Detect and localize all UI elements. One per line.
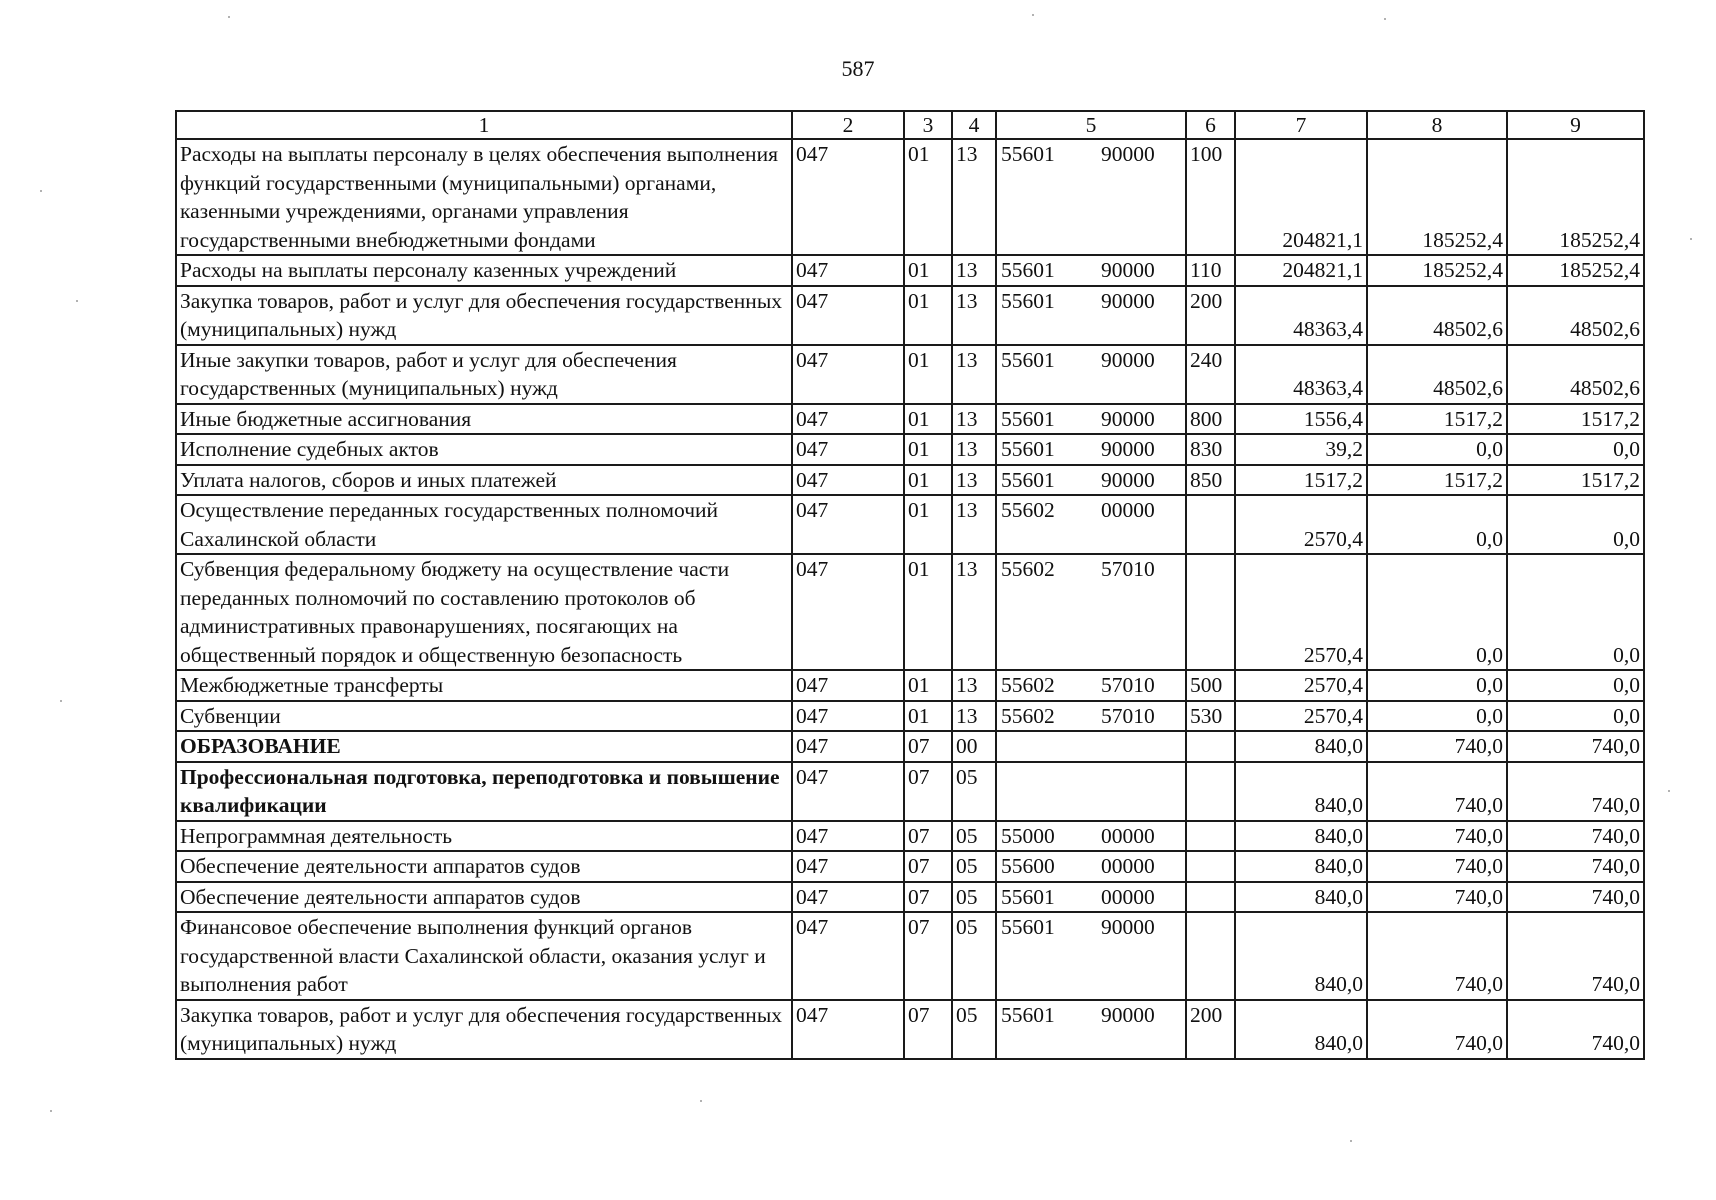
target-article-direction: 57010 (1101, 557, 1155, 581)
col-amount-8: 0,0 (1367, 495, 1507, 554)
col-amount-8: 185252,4 (1367, 139, 1507, 255)
col-amount-8: 0,0 (1367, 554, 1507, 670)
col-admin-code: 047 (792, 1000, 904, 1059)
col-section-code: 01 (904, 139, 952, 255)
col-amount-7: 204821,1 (1235, 255, 1367, 286)
col-target-article (996, 851, 1186, 882)
budget-table (175, 110, 1645, 1060)
col-amount-9: 0,0 (1507, 434, 1644, 465)
target-article-program: 55601 (1001, 406, 1055, 431)
col-target-article (996, 762, 1186, 821)
target-article-program: 55602 (1001, 673, 1055, 697)
header-cell: 6 (1186, 111, 1235, 139)
col-section-code: 07 (904, 851, 952, 882)
col-amount-8: 0,0 (1367, 701, 1507, 732)
col-subsection-code: 13 (952, 255, 996, 286)
target-article-direction: 90000 (1101, 258, 1155, 282)
row-name: ОБРАЗОВАНИЕ (176, 731, 792, 762)
target-article-direction: 90000 (1101, 1002, 1155, 1027)
row-name: Профессиональная подготовка, переподготовка и повышение квалификации (176, 762, 792, 821)
col-admin-code: 047 (792, 701, 904, 732)
col-amount-7: 1517,2 (1235, 465, 1367, 496)
col-amount-7: 39,2 (1235, 434, 1367, 465)
target-article-direction: 00000 (1101, 884, 1155, 909)
target-article-direction: 90000 (1101, 437, 1155, 461)
col-expense-type (1186, 554, 1235, 670)
col-amount-7: 2570,4 (1235, 495, 1367, 554)
col-target-article (996, 434, 1186, 465)
col-subsection-code: 13 (952, 434, 996, 465)
row-name: Финансовое обеспечение выполнения функций органов государственной власти Сахалинской области, оказания услуг и выполнения работ (176, 912, 792, 1000)
target-article-direction: 90000 (1101, 467, 1155, 492)
col-admin-code: 047 (792, 495, 904, 554)
col-target-article (996, 345, 1186, 404)
row-name: Субвенции (176, 701, 792, 732)
col-section-code: 01 (904, 554, 952, 670)
col-target-article (996, 1000, 1186, 1059)
header-cell: 7 (1235, 111, 1367, 139)
col-target-article (996, 731, 1186, 762)
col-section-code: 01 (904, 255, 952, 286)
table-row (176, 286, 1644, 345)
header-cell: 2 (792, 111, 904, 139)
col-section-code: 07 (904, 1000, 952, 1059)
target-article-program: 55601 (1001, 1002, 1055, 1027)
target-article-program: 55602 (1001, 498, 1055, 522)
col-subsection-code: 13 (952, 701, 996, 732)
header-cell: 4 (952, 111, 996, 139)
col-amount-7: 840,0 (1235, 912, 1367, 1000)
target-article-direction: 57010 (1101, 703, 1155, 728)
row-name: Расходы на выплаты персоналу казенных учреждений (176, 255, 792, 286)
target-article-program: 55601 (1001, 347, 1055, 372)
col-amount-7: 840,0 (1235, 851, 1367, 882)
col-expense-type: 850 (1186, 465, 1235, 496)
col-amount-7: 2570,4 (1235, 701, 1367, 732)
col-amount-8: 740,0 (1367, 912, 1507, 1000)
col-admin-code: 047 (792, 345, 904, 404)
col-section-code: 01 (904, 404, 952, 435)
col-expense-type (1186, 821, 1235, 852)
page-number: 587 (841, 56, 875, 81)
col-expense-type (1186, 762, 1235, 821)
col-subsection-code: 00 (952, 731, 996, 762)
col-expense-type: 800 (1186, 404, 1235, 435)
col-target-article (996, 404, 1186, 435)
col-amount-9: 1517,2 (1507, 465, 1644, 496)
col-section-code: 01 (904, 434, 952, 465)
row-name: Уплата налогов, сборов и иных платежей (176, 465, 792, 496)
col-expense-type: 100 (1186, 139, 1235, 255)
table-row (176, 554, 1644, 670)
table-row (176, 821, 1644, 852)
col-subsection-code: 05 (952, 762, 996, 821)
target-article-direction: 90000 (1101, 142, 1155, 166)
target-article-direction: 90000 (1101, 288, 1155, 313)
col-section-code: 07 (904, 762, 952, 821)
col-admin-code: 047 (792, 286, 904, 345)
target-article-direction: 90000 (1101, 347, 1155, 372)
table-row (176, 762, 1644, 821)
col-subsection-code: 05 (952, 1000, 996, 1059)
col-amount-9: 185252,4 (1507, 255, 1644, 286)
col-amount-7: 2570,4 (1235, 554, 1367, 670)
col-admin-code: 047 (792, 762, 904, 821)
col-expense-type: 110 (1186, 255, 1235, 286)
col-amount-9: 740,0 (1507, 882, 1644, 913)
col-amount-7: 840,0 (1235, 731, 1367, 762)
col-target-article (996, 821, 1186, 852)
col-expense-type: 830 (1186, 434, 1235, 465)
table-row (176, 731, 1644, 762)
col-admin-code: 047 (792, 670, 904, 701)
row-name: Межбюджетные трансферты (176, 670, 792, 701)
target-article-program: 55601 (1001, 142, 1055, 166)
table-row (176, 139, 1644, 255)
col-amount-7: 840,0 (1235, 821, 1367, 852)
col-subsection-code: 05 (952, 912, 996, 1000)
target-article-program: 55602 (1001, 557, 1055, 581)
table-row (176, 670, 1644, 701)
header-cell: 8 (1367, 111, 1507, 139)
col-amount-8: 740,0 (1367, 731, 1507, 762)
header-cell: 5 (996, 111, 1186, 139)
col-section-code: 07 (904, 821, 952, 852)
target-article-program: 55601 (1001, 467, 1055, 492)
col-section-code: 07 (904, 882, 952, 913)
col-section-code: 01 (904, 345, 952, 404)
col-target-article (996, 912, 1186, 1000)
row-name: Закупка товаров, работ и услуг для обеспечения государственных (муниципальных) нужд (176, 286, 792, 345)
col-admin-code: 047 (792, 851, 904, 882)
row-name: Иные бюджетные ассигнования (176, 404, 792, 435)
col-amount-9: 740,0 (1507, 731, 1644, 762)
table-row (176, 345, 1644, 404)
target-article-program: 55600 (1001, 854, 1055, 878)
row-name: Непрограммная деятельность (176, 821, 792, 852)
col-amount-8: 0,0 (1367, 434, 1507, 465)
table-row (176, 465, 1644, 496)
col-admin-code: 047 (792, 255, 904, 286)
table-row (176, 701, 1644, 732)
col-amount-9: 0,0 (1507, 670, 1644, 701)
col-subsection-code: 13 (952, 404, 996, 435)
table-row (176, 851, 1644, 882)
col-section-code: 07 (904, 731, 952, 762)
col-target-article (996, 670, 1186, 701)
col-admin-code: 047 (792, 731, 904, 762)
col-expense-type: 200 (1186, 286, 1235, 345)
header-row (176, 111, 1644, 139)
col-amount-7: 204821,1 (1235, 139, 1367, 255)
col-admin-code: 047 (792, 912, 904, 1000)
col-target-article (996, 139, 1186, 255)
col-amount-9: 740,0 (1507, 1000, 1644, 1059)
col-amount-8: 0,0 (1367, 670, 1507, 701)
col-admin-code: 047 (792, 139, 904, 255)
col-amount-8: 1517,2 (1367, 404, 1507, 435)
col-expense-type: 530 (1186, 701, 1235, 732)
col-amount-7: 840,0 (1235, 762, 1367, 821)
col-admin-code: 047 (792, 882, 904, 913)
col-expense-type (1186, 495, 1235, 554)
target-article-direction: 00000 (1101, 854, 1155, 878)
row-name: Исполнение судебных актов (176, 434, 792, 465)
table-row (176, 434, 1644, 465)
col-target-article (996, 495, 1186, 554)
row-name: Расходы на выплаты персоналу в целях обеспечения выполнения функций государственными (муниципальными) органами, казенными учреждениями, органами управления государственными внебюджетными фондами (176, 139, 792, 255)
col-admin-code: 047 (792, 821, 904, 852)
col-section-code: 01 (904, 495, 952, 554)
target-article-program: 55601 (1001, 884, 1055, 909)
col-expense-type: 200 (1186, 1000, 1235, 1059)
col-subsection-code: 13 (952, 554, 996, 670)
row-name: Обеспечение деятельности аппаратов судов (176, 851, 792, 882)
table-row (176, 1000, 1644, 1059)
col-amount-9: 740,0 (1507, 762, 1644, 821)
col-subsection-code: 13 (952, 286, 996, 345)
row-name: Иные закупки товаров, работ и услуг для обеспечения государственных (муниципальных) нужд (176, 345, 792, 404)
table-row (176, 255, 1644, 286)
col-target-article (996, 701, 1186, 732)
target-article-program: 55601 (1001, 437, 1055, 461)
col-expense-type (1186, 731, 1235, 762)
col-amount-7: 840,0 (1235, 1000, 1367, 1059)
target-article-program: 55000 (1001, 823, 1055, 848)
col-section-code: 01 (904, 286, 952, 345)
target-article-direction: 00000 (1101, 498, 1155, 522)
col-admin-code: 047 (792, 404, 904, 435)
col-amount-7: 48363,4 (1235, 345, 1367, 404)
col-expense-type (1186, 851, 1235, 882)
col-amount-8: 740,0 (1367, 1000, 1507, 1059)
header-cell: 3 (904, 111, 952, 139)
col-expense-type (1186, 912, 1235, 1000)
row-name: Субвенция федеральному бюджету на осуществление части переданных полномочий по составлению протоколов об административных правонарушениях, посягающих на общественный порядок и общественную безопасность (176, 554, 792, 670)
row-name: Обеспечение деятельности аппаратов судов (176, 882, 792, 913)
col-admin-code: 047 (792, 554, 904, 670)
col-amount-9: 740,0 (1507, 821, 1644, 852)
row-name: Закупка товаров, работ и услуг для обеспечения государственных (муниципальных) нужд (176, 1000, 792, 1059)
col-section-code: 01 (904, 465, 952, 496)
col-expense-type: 240 (1186, 345, 1235, 404)
table-row (176, 882, 1644, 913)
target-article-program: 55602 (1001, 703, 1055, 728)
col-section-code: 07 (904, 912, 952, 1000)
target-article-program: 55601 (1001, 258, 1055, 282)
target-article-direction: 57010 (1101, 673, 1155, 697)
header-cell: 9 (1507, 111, 1644, 139)
col-subsection-code: 13 (952, 345, 996, 404)
col-target-article (996, 882, 1186, 913)
col-expense-type (1186, 882, 1235, 913)
col-subsection-code: 13 (952, 465, 996, 496)
col-amount-9: 0,0 (1507, 495, 1644, 554)
col-amount-9: 740,0 (1507, 912, 1644, 1000)
row-name: Осуществление переданных государственных полномочий Сахалинской области (176, 495, 792, 554)
col-amount-8: 185252,4 (1367, 255, 1507, 286)
table-row (176, 912, 1644, 1000)
col-amount-9: 185252,4 (1507, 139, 1644, 255)
col-amount-8: 48502,6 (1367, 345, 1507, 404)
col-amount-9: 740,0 (1507, 851, 1644, 882)
col-amount-7: 840,0 (1235, 882, 1367, 913)
col-subsection-code: 05 (952, 882, 996, 913)
col-amount-9: 48502,6 (1507, 345, 1644, 404)
header-cell: 1 (176, 111, 792, 139)
col-section-code: 01 (904, 670, 952, 701)
col-admin-code: 047 (792, 434, 904, 465)
col-expense-type: 500 (1186, 670, 1235, 701)
col-subsection-code: 05 (952, 851, 996, 882)
col-amount-8: 740,0 (1367, 821, 1507, 852)
col-amount-8: 740,0 (1367, 762, 1507, 821)
col-subsection-code: 05 (952, 821, 996, 852)
col-amount-8: 48502,6 (1367, 286, 1507, 345)
col-amount-8: 1517,2 (1367, 465, 1507, 496)
target-article-direction: 00000 (1101, 823, 1155, 848)
col-amount-7: 48363,4 (1235, 286, 1367, 345)
table-row (176, 495, 1644, 554)
target-article-program: 55601 (1001, 288, 1055, 313)
col-amount-8: 740,0 (1367, 851, 1507, 882)
col-target-article (996, 554, 1186, 670)
col-section-code: 01 (904, 701, 952, 732)
col-amount-9: 0,0 (1507, 554, 1644, 670)
table-row (176, 404, 1644, 435)
target-article-program: 55601 (1001, 915, 1055, 939)
target-article-direction: 90000 (1101, 406, 1155, 431)
col-amount-9: 0,0 (1507, 701, 1644, 732)
col-subsection-code: 13 (952, 495, 996, 554)
col-amount-8: 740,0 (1367, 882, 1507, 913)
col-subsection-code: 13 (952, 670, 996, 701)
col-amount-7: 1556,4 (1235, 404, 1367, 435)
col-amount-9: 48502,6 (1507, 286, 1644, 345)
col-admin-code: 047 (792, 465, 904, 496)
col-amount-7: 2570,4 (1235, 670, 1367, 701)
col-target-article (996, 286, 1186, 345)
target-article-direction: 90000 (1101, 915, 1155, 939)
col-target-article (996, 465, 1186, 496)
col-amount-9: 1517,2 (1507, 404, 1644, 435)
col-target-article (996, 255, 1186, 286)
col-subsection-code: 13 (952, 139, 996, 255)
